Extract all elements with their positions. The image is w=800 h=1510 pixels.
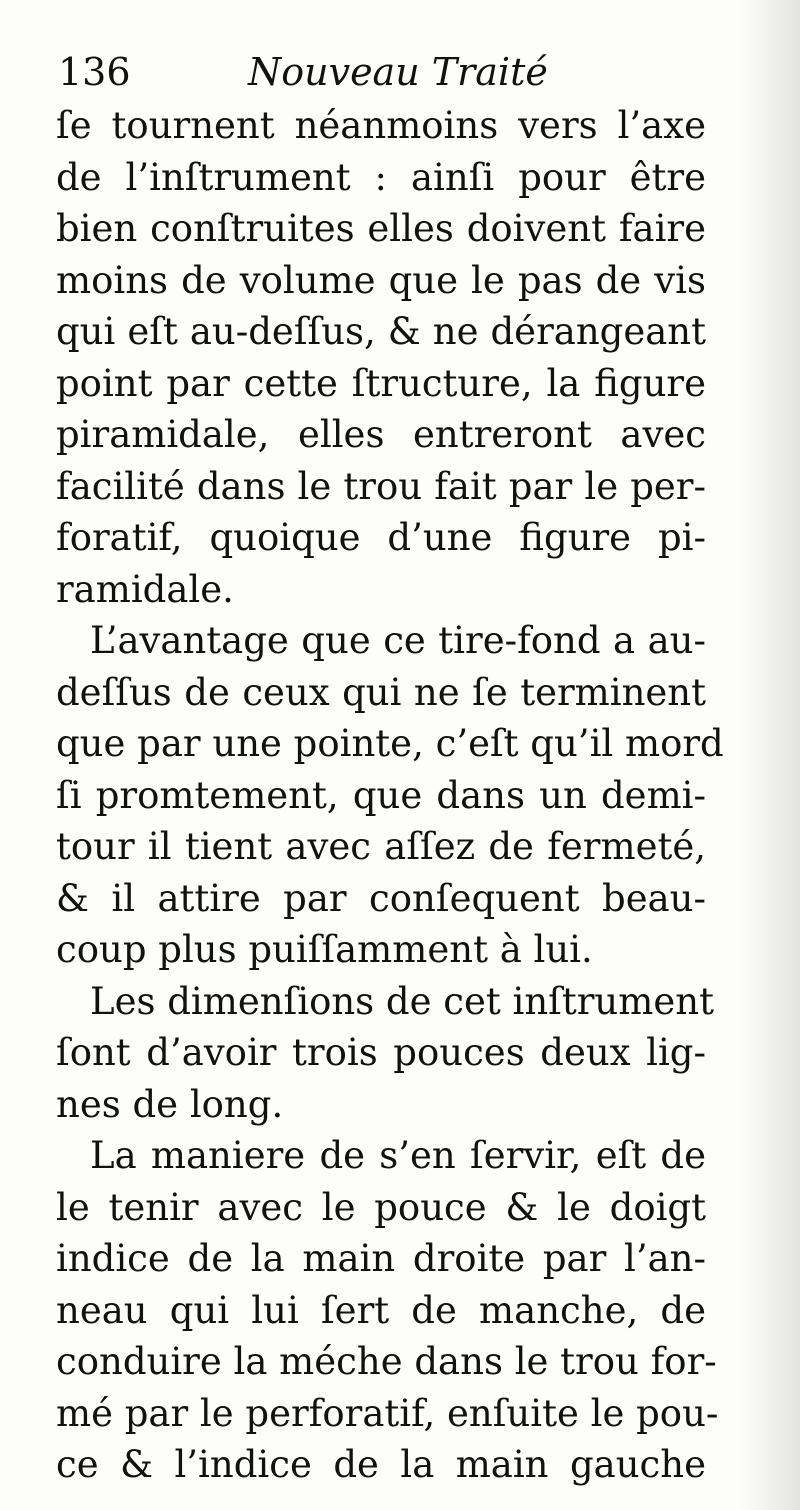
text-line: piramidale, elles entreront avec bbox=[56, 413, 706, 456]
page-number: 136 bbox=[58, 50, 131, 94]
text-line: indice de la main droite par l’an- bbox=[56, 1237, 706, 1280]
running-title: Nouveau Traité bbox=[248, 50, 548, 94]
paragraph-start-line: Les dimenſions de cet inſtrument bbox=[90, 979, 714, 1023]
text-line: deſſus de ceux qui ne ſe terminent bbox=[56, 670, 706, 714]
text-line: ramidale. bbox=[56, 567, 234, 611]
page-header bbox=[58, 42, 718, 102]
paragraph-start-line: L’avantage que ce tire-fond a au- bbox=[90, 619, 706, 662]
text-line: moins de volume que le pas de vis bbox=[56, 258, 706, 302]
text-line: qui eſt au-deſſus, & ne dérangeant bbox=[56, 310, 706, 353]
text-line: facilité dans le trou fait par le per- bbox=[56, 464, 706, 508]
text-line: point par cette ſtructure, la figure bbox=[56, 361, 706, 405]
text-line: conduire la méche dans le trou for- bbox=[56, 1340, 717, 1383]
text-line: ce & l’indice de la main gauche bbox=[56, 1443, 706, 1486]
paragraph-start-line: La maniere de s’en ſervir, eſt de bbox=[90, 1134, 706, 1177]
text-line: bien conſtruites elles doivent faire bbox=[56, 207, 706, 250]
text-line: nes de long. bbox=[56, 1082, 284, 1126]
text-line: neau qui lui ſert de manche, de bbox=[56, 1288, 706, 1332]
text-line: que par une pointe, c’eſt qu’il mord bbox=[56, 722, 724, 765]
text-line: de l’inſtrument : ainſi pour être bbox=[56, 155, 706, 199]
text-line: le tenir avec le pouce & le doigt bbox=[56, 1185, 706, 1229]
text-line: mé par le perforatif, enſuite le pou- bbox=[56, 1391, 719, 1435]
text-line: foratif, quoique d’une figure pi- bbox=[56, 516, 706, 559]
text-line: ſont d’avoir trois pouces deux lig- bbox=[56, 1031, 706, 1074]
page-gutter-shadow bbox=[740, 0, 800, 1510]
text-line: ſi promtement, que dans un demi- bbox=[56, 773, 706, 817]
body-text bbox=[56, 100, 724, 1491]
text-line: & il attire par conſequent beau- bbox=[56, 876, 706, 920]
text-line: ſe tournent néanmoins vers l’axe bbox=[56, 104, 706, 147]
text-line: tour il tient avec aſſez de fermeté, bbox=[56, 825, 706, 868]
text-line: coup plus puiſſamment à lui. bbox=[56, 928, 593, 971]
